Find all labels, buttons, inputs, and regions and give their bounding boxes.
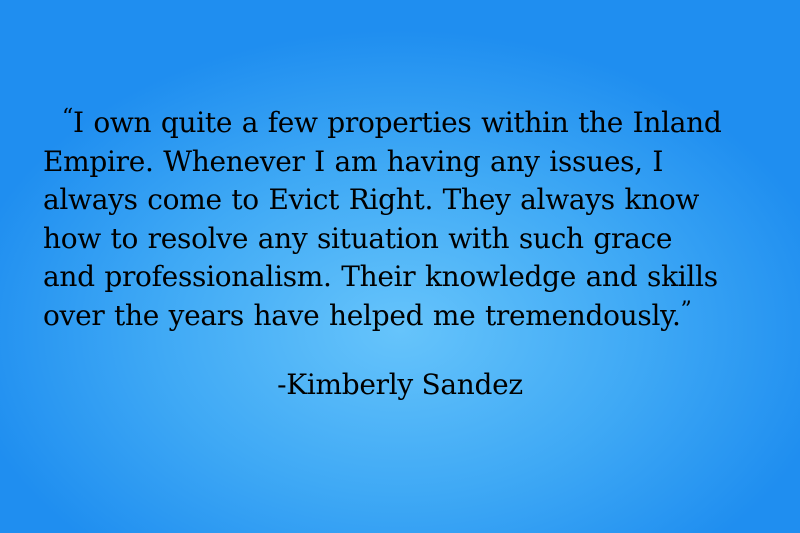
testimonial-author: -Kimberly Sandez [277, 368, 523, 401]
quote-line-4: how to resolve any situation with such grace [43, 221, 673, 255]
quote-line-3: always come to Evict Right. They always know [43, 183, 700, 216]
testimonial-quote [43, 104, 783, 335]
quote-line-6 [43, 297, 783, 336]
quote-line-1-text: I own quite a few properties within the Inland [72, 106, 722, 139]
quote-line-1 [43, 104, 783, 143]
quote-line-6-text: over the years have helped me tremendously. [43, 298, 681, 332]
quote-line-2: Empire. Whenever I am having any issues, I [43, 144, 664, 178]
open-quote-mark: “ [62, 105, 73, 130]
close-quote-mark: ” [680, 297, 692, 323]
quote-line-5: and professionalism. Their knowledge and skills [43, 260, 718, 293]
